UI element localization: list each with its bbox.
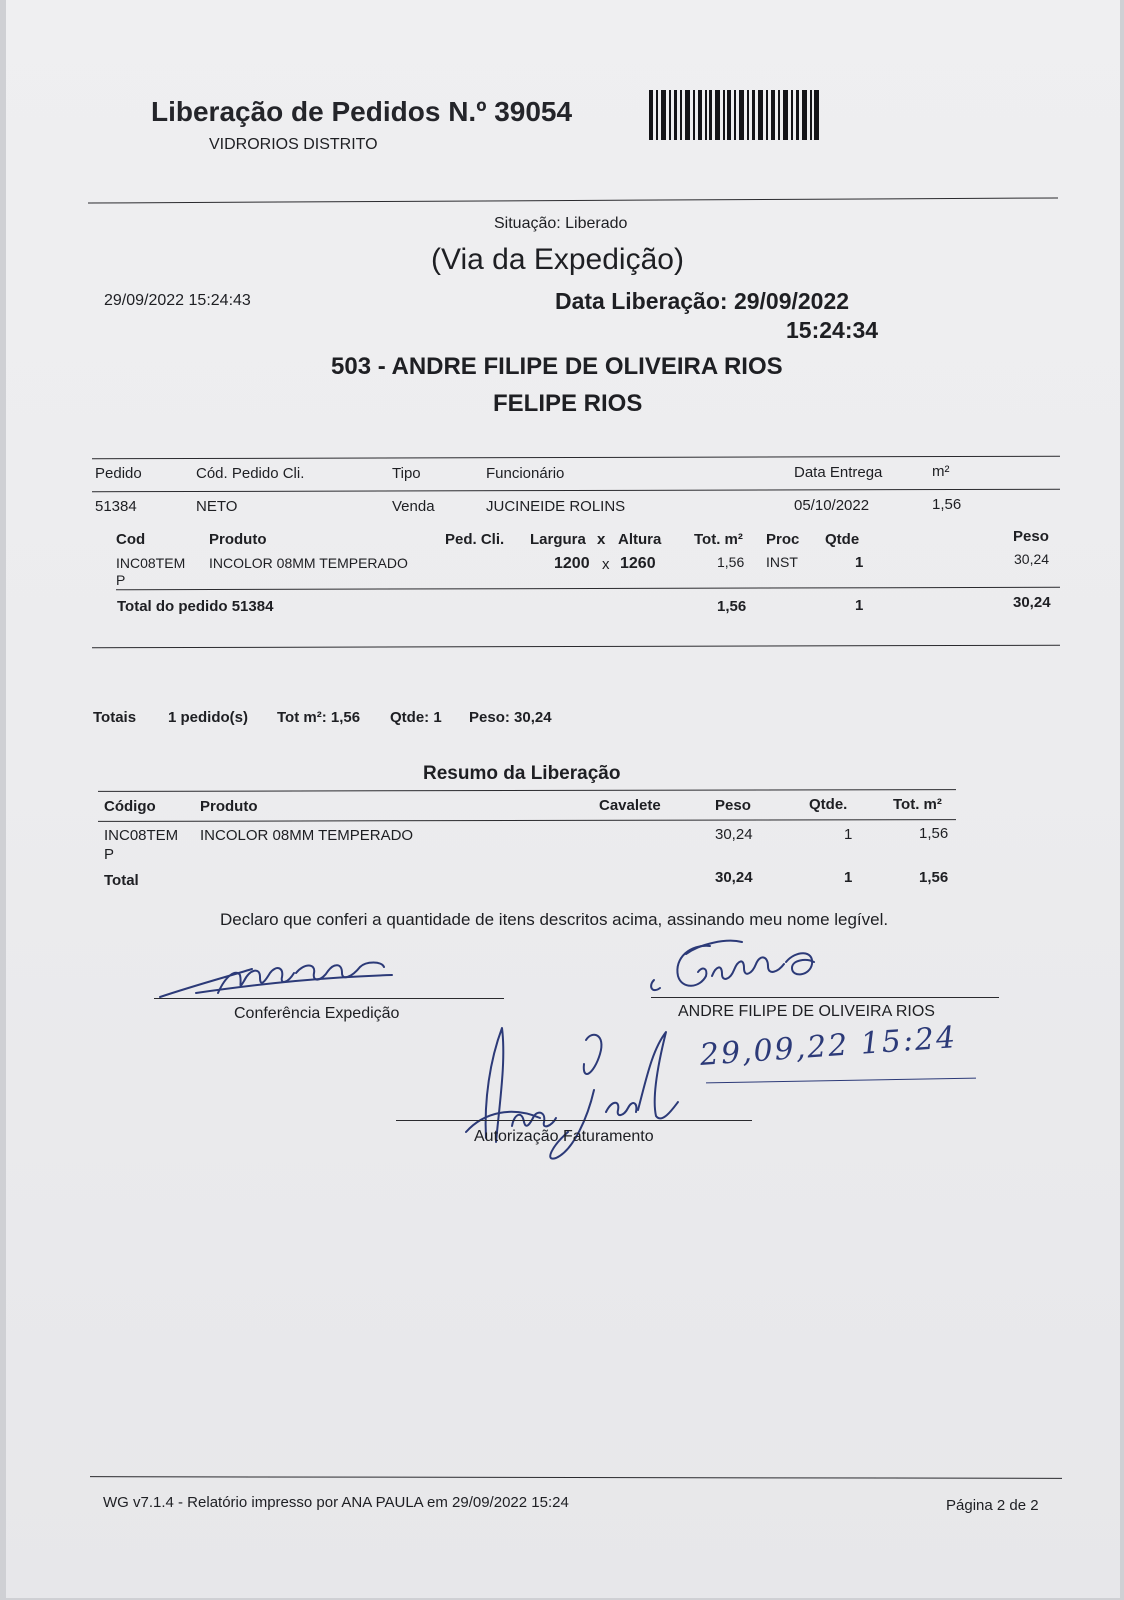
- item-tot-m2: 1,56: [717, 554, 745, 570]
- summary-tot-m2: 1,56: [919, 825, 949, 842]
- copy-type: (Via da Expedição): [431, 243, 684, 276]
- col-pedido: Pedido: [95, 465, 142, 482]
- client-signature: [646, 936, 836, 1002]
- release-date: Data Liberação: 29/09/2022: [555, 288, 850, 314]
- summary-header-rule: [98, 819, 956, 822]
- item-x: x: [602, 556, 610, 573]
- summary-codigo-line1: INC08TEM: [104, 827, 179, 844]
- expedicao-signature-line: [154, 998, 504, 999]
- col-funcionario: Funcionário: [486, 465, 565, 482]
- summary-col-codigo: Código: [104, 798, 156, 815]
- order-total-m2: 1,56: [717, 598, 747, 615]
- item-col-altura: Altura: [618, 531, 662, 548]
- company-name: VIDRORIOS DISTRITO: [209, 136, 378, 153]
- summary-produto: INCOLOR 08MM TEMPERADO: [200, 827, 414, 844]
- header-divider: [88, 197, 1058, 203]
- page-number: Página 2 de 2: [946, 1497, 1039, 1514]
- faturamento-label: Autorização Faturamento: [474, 1128, 654, 1145]
- client-name: 503 - ANDRE FILIPE DE OLIVEIRA RIOS: [331, 353, 783, 380]
- document-page: [6, 0, 1120, 1598]
- footer-print-info: WG v7.1.4 - Relatório impresso por ANA PAULA em 29/09/2022 15:24: [103, 1494, 569, 1511]
- order-total-label: Total do pedido 51384: [117, 598, 274, 615]
- item-col-cod: Cod: [116, 531, 146, 548]
- order-total-peso: 30,24: [1013, 594, 1051, 611]
- order-total-qtde: 1: [855, 597, 864, 614]
- summary-title: Resumo da Liberação: [423, 763, 621, 784]
- cod-pedido-cli-value: NETO: [196, 498, 238, 515]
- summary-qtde: 1: [844, 826, 853, 843]
- summary-top-rule: [98, 789, 956, 792]
- expedicao-label: Conferência Expedição: [234, 1005, 400, 1022]
- client-signature-line: [651, 997, 999, 998]
- handwritten-datetime-underline: [706, 1078, 976, 1084]
- order-table-top-rule: [92, 456, 1060, 460]
- totals-qtde: Qtde: 1: [390, 709, 442, 726]
- printed-timestamp: 29/09/2022 15:24:43: [104, 292, 251, 309]
- document-title: Liberação de Pedidos N.º 39054: [151, 96, 573, 127]
- col-tipo: Tipo: [392, 465, 421, 482]
- totals-m2: Tot m²: 1,56: [277, 709, 361, 726]
- item-col-proc: Proc: [766, 531, 800, 548]
- col-cod-pedido-cli: Cód. Pedido Cli.: [196, 465, 305, 482]
- summary-col-peso: Peso: [715, 797, 751, 814]
- item-produto: INCOLOR 08MM TEMPERADO: [209, 555, 408, 571]
- summary-peso: 30,24: [715, 826, 753, 843]
- item-col-qtde: Qtde: [825, 531, 860, 548]
- barcode: [649, 90, 819, 140]
- client-nickname: FELIPE RIOS: [493, 390, 643, 417]
- data-entrega-value: 05/10/2022: [794, 497, 870, 514]
- item-qtde: 1: [855, 554, 864, 571]
- situation-label: Situação: Liberado: [494, 215, 628, 232]
- summary-total-peso: 30,24: [715, 869, 753, 886]
- summary-col-produto: Produto: [200, 798, 258, 815]
- summary-col-cavalete: Cavalete: [599, 797, 661, 814]
- handwritten-datetime: 29,09,22 15:24: [698, 1020, 959, 1073]
- m2-value: 1,56: [932, 496, 962, 513]
- pedido-number: 51384: [95, 498, 137, 515]
- faturamento-signature-line: [396, 1120, 752, 1121]
- item-col-peso: Peso: [1013, 528, 1049, 545]
- release-time: 15:24:34: [786, 317, 879, 343]
- col-data-entrega: Data Entrega: [794, 464, 883, 481]
- item-largura: 1200: [554, 555, 590, 572]
- summary-col-tot-m2: Tot. m²: [893, 796, 942, 813]
- order-header-rule: [92, 489, 1060, 493]
- summary-total-qtde: 1: [844, 869, 853, 886]
- totals-peso: Peso: 30,24: [469, 709, 552, 726]
- tipo-value: Venda: [392, 498, 435, 515]
- item-col-largura: Largura: [530, 531, 586, 548]
- item-col-x: x: [597, 531, 606, 548]
- summary-total-tot-m2: 1,56: [919, 869, 949, 886]
- expedicao-signature: [156, 955, 406, 1001]
- item-altura: 1260: [620, 555, 656, 572]
- order-table-bottom-rule: [92, 645, 1060, 649]
- item-proc: INST: [766, 554, 798, 570]
- declaration-text: Declaro que conferi a quantidade de itens descritos acima, assinando meu nome legível.: [220, 910, 889, 929]
- summary-codigo-line2: P: [104, 846, 115, 863]
- item-col-produto: Produto: [209, 531, 267, 548]
- totals-pedidos: 1 pedido(s): [168, 709, 249, 726]
- footer-rule: [90, 1476, 1062, 1479]
- summary-total-label: Total: [104, 872, 139, 889]
- totals-label: Totais: [93, 709, 137, 726]
- funcionario-value: JUCINEIDE ROLINS: [486, 498, 626, 515]
- client-signature-label: ANDRE FILIPE DE OLIVEIRA RIOS: [678, 1003, 935, 1020]
- item-peso: 30,24: [1014, 551, 1050, 567]
- item-cod-line1: INC08TEM: [116, 555, 186, 571]
- item-col-tot-m2: Tot. m²: [694, 531, 743, 548]
- item-cod-line2: P: [116, 572, 126, 588]
- summary-col-qtde: Qtde.: [809, 796, 848, 813]
- item-total-rule: [116, 587, 1060, 590]
- col-m2: m²: [932, 463, 950, 480]
- item-col-ped-cli: Ped. Cli.: [445, 531, 505, 548]
